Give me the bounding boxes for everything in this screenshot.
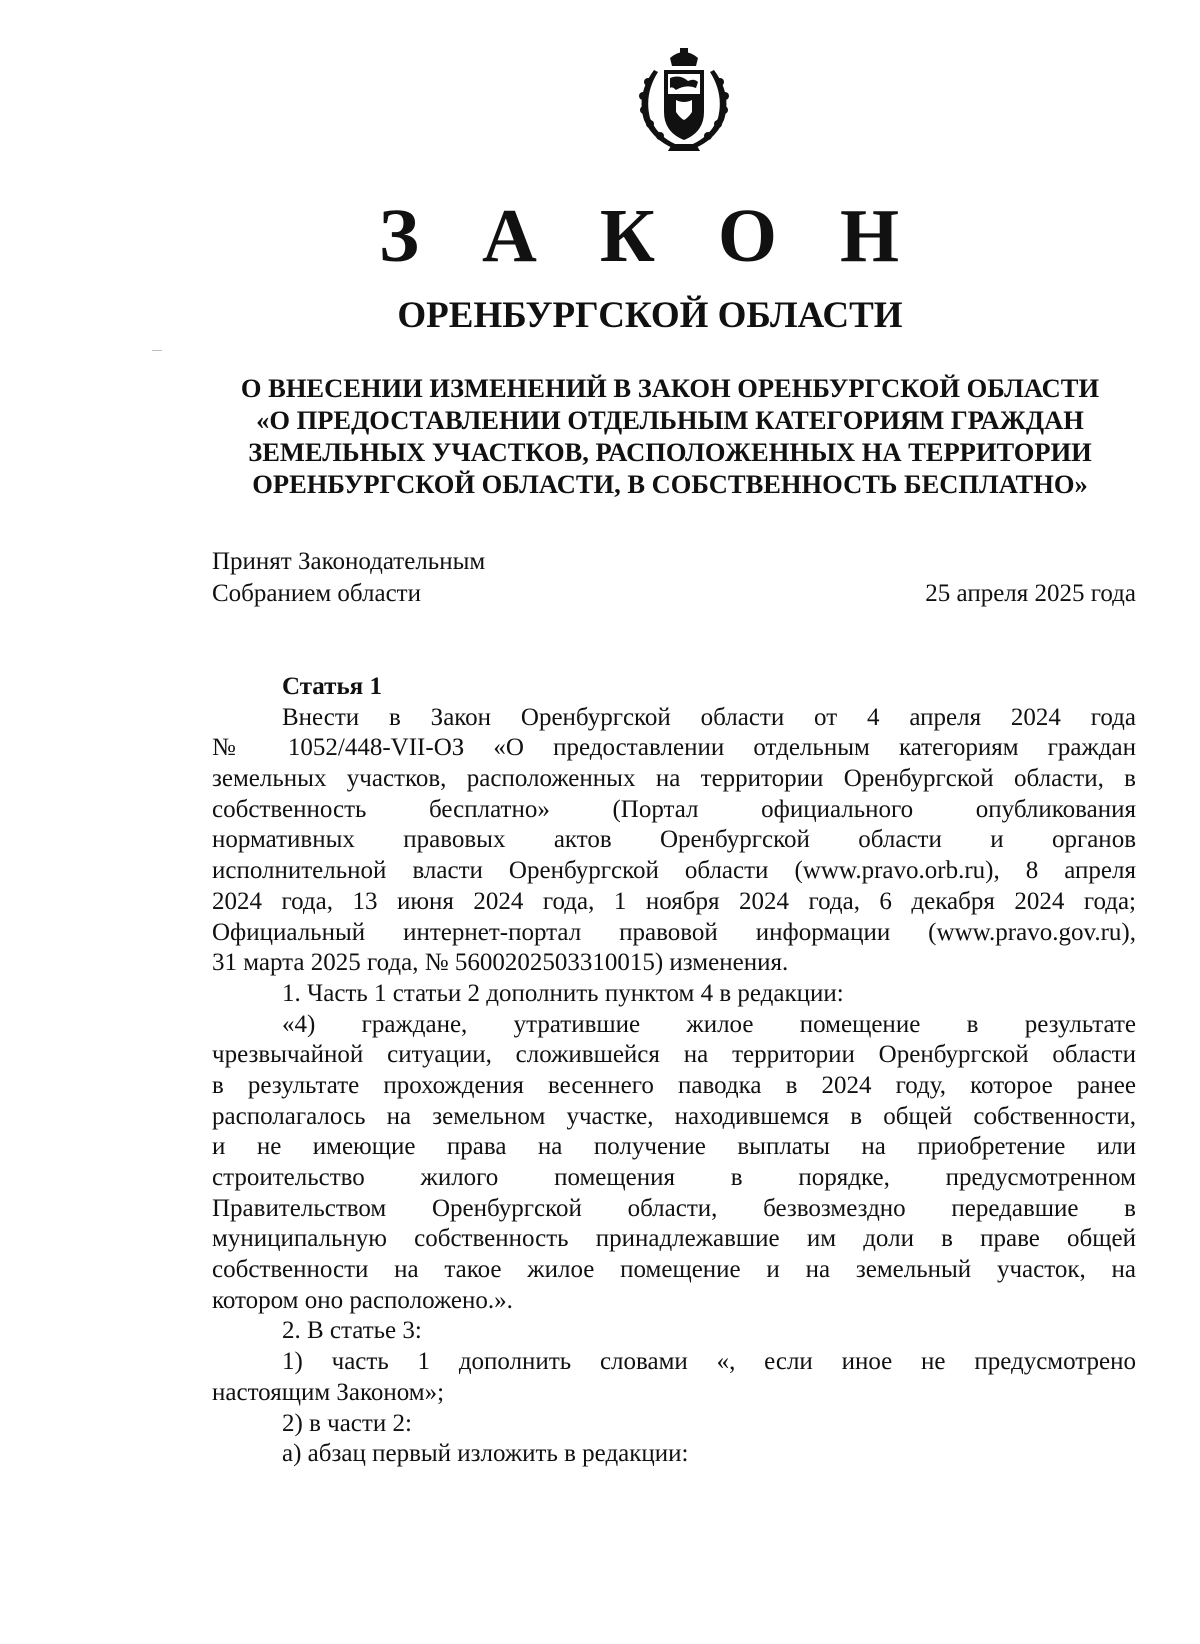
body-line: 1) часть 1 дополнить словами «, если иное не предусмотрено [282, 1348, 1136, 1376]
article-body [212, 672, 1136, 1470]
law-title-line: ЗЕМЕЛЬНЫХ УЧАСТКОВ, РАСПОЛОЖЕННЫХ НА ТЕРРИТОРИИ [248, 437, 1092, 467]
article-heading: Статья 1 [282, 673, 382, 700]
body-line: Внести в Закон Оренбургской области от 4 апреля 2024 года [282, 703, 1136, 731]
body-line: Официальный интернет-портал правовой информации (www.pravo.gov.ru), [212, 918, 1136, 946]
body-line: собственности на такое жилое помещение и на земельный участок, на [212, 1256, 1136, 1284]
body-line: строительство жилого помещения в порядке, предусмотренном [212, 1164, 1136, 1191]
body-line: 1. Часть 1 статьи 2 дополнить пунктом 4 в редакции: [282, 979, 844, 1007]
body-line: 2. В статье 3: [282, 1317, 422, 1345]
document-subtitle: ОРЕНБУРГСКОЙ ОБЛАСТИ [397, 295, 903, 336]
body-line: № 1052/448-VII-ОЗ «О предоставлении отдельным категориям граждан [212, 734, 1136, 762]
document-title: З А К О Н [378, 194, 922, 278]
law-title [200, 372, 1140, 500]
body-line: чрезвычайной ситуации, сложившейся на территории Оренбургской области [212, 1041, 1136, 1069]
body-line: а) абзац первый изложить в редакции: [282, 1440, 689, 1468]
body-line: в результате прохождения весеннего паводка в 2024 году, которое ранее [212, 1071, 1136, 1099]
body-line: располагалось на земельном участке, находившемся в общей собственности, [212, 1102, 1136, 1130]
body-line: нормативных правовых актов Оренбургской области и органов [212, 826, 1136, 854]
body-line: настоящим Законом»; [212, 1378, 445, 1406]
body-line: 2) в части 2: [282, 1409, 412, 1437]
law-title-line: О ВНЕСЕНИИ ИЗМЕНЕНИЙ В ЗАКОН ОРЕНБУРГСКОЙ ОБЛАСТИ [240, 373, 1100, 403]
body-line: земельных участков, расположенных на территории Оренбургской области, в [212, 765, 1136, 793]
margin-mark [152, 350, 162, 351]
law-title-line: ОРЕНБУРГСКОЙ ОБЛАСТИ, В СОБСТВЕННОСТЬ БЕСПЛАТНО» [252, 469, 1088, 499]
body-line: собственность бесплатно» (Портал официального опубликования [212, 795, 1136, 823]
adoption-block [212, 546, 485, 610]
body-line: Правительством Оренбургской области, безвозмездно передавшие в [212, 1194, 1136, 1222]
body-line: котором оно расположено.». [212, 1286, 513, 1314]
body-line: исполнительной власти Оренбургской области (www.pravo.orb.ru), 8 апреля [212, 857, 1136, 885]
body-line: муниципальную собственность принадлежавшие им доли в праве общей [212, 1225, 1136, 1253]
body-line: 2024 года, 13 июня 2024 года, 1 ноября 2024 года, 6 декабря 2024 года; [212, 887, 1136, 915]
adoption-line: Принят Законодательным [212, 548, 486, 575]
adoption-date: 25 апреля 2025 года [925, 580, 1136, 607]
coat-of-arms-icon [636, 48, 732, 152]
body-line: «4) граждане, утратившие жилое помещение в результате [282, 1010, 1136, 1038]
body-line: и не имеющие права на получение выплаты на приобретение или [212, 1133, 1136, 1161]
adoption-line: Собранием области [212, 580, 421, 607]
body-line: 31 марта 2025 года, № 5600202503310015) изменения. [212, 949, 789, 977]
law-title-line: «О ПРЕДОСТАВЛЕНИИ ОТДЕЛЬНЫМ КАТЕГОРИЯМ ГРАЖДАН [256, 405, 1084, 435]
